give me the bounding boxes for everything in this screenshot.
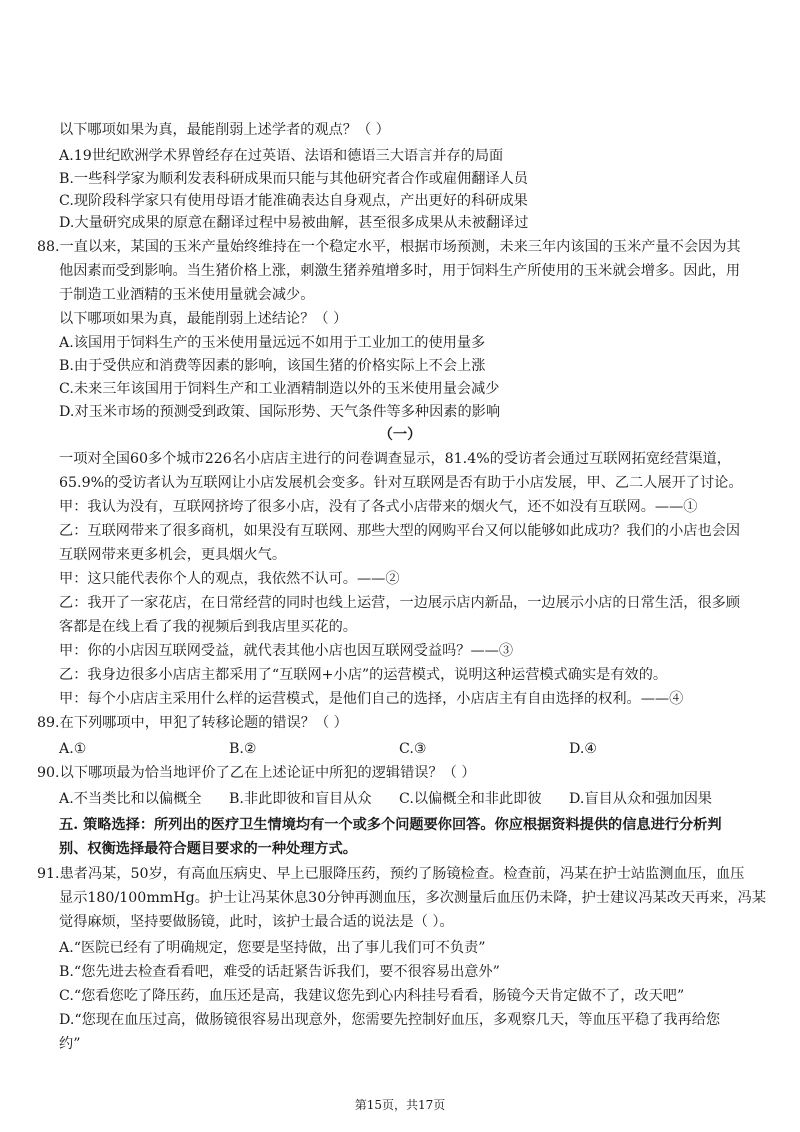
passage-line: 乙：我身边很多小店店主都采用了“互联网+小店”的运营模式，说明这种运营模式确实是有效的。 bbox=[59, 667, 668, 683]
passage-line: 甲：你的小店因互联网受益，就代表其他小店也因互联网受益吗？——③ bbox=[59, 643, 514, 659]
q87-option-c: C.现阶段科学家只有使用母语才能准确表达自身观点，产出更好的科研成果 bbox=[59, 193, 528, 209]
q90-option-a: A.不当类比和以偏概全 bbox=[59, 791, 202, 807]
q89-option-d: D.④ bbox=[569, 741, 598, 757]
q91-text-line: 91.患者冯某，50岁，有高血压病史、早上已服降压药，预约了肠镜检查。检查前，冯某在护士站监测血压，血压 bbox=[37, 866, 745, 882]
section5-heading: 五. 策略选择：所列出的医疗卫生情境均有一个或多个问题要你回答。你应根据资料提供的信息进行分析判 bbox=[59, 817, 722, 833]
q88-option-b: B.由于受供应和消费等因素的影响，该国生猪的价格实际上不会上涨 bbox=[59, 358, 486, 374]
passage-line: 一项对全国60多个城市226名小店店主进行的问卷调查显示，81.4%的受访者会通过互联网拓宽经营渠道， bbox=[59, 451, 731, 467]
q88-option-d: D.对玉米市场的预测受到政策、国际形势、天气条件等多种因素的影响 bbox=[59, 404, 501, 420]
passage-line: 甲：每个小店店主采用什么样的运营模式，是他们自己的选择，小店店主有自由选择的权利。——④ bbox=[59, 691, 684, 707]
q89-option-b: B.② bbox=[229, 741, 257, 757]
q87-option-d: D.大量研究成果的原意在翻译过程中易被曲解，甚至很多成果从未被翻译过 bbox=[59, 215, 529, 231]
q91-option-d-cont: 约” bbox=[59, 1036, 81, 1052]
passage-line: 客都是在线上看了我的视频后到我店里买花的。 bbox=[59, 619, 357, 635]
page-number: 第15页，共17页 bbox=[354, 1098, 446, 1112]
q91-stem: 觉得麻烦，坚持要做肠镜，此时，该护士最合适的说法是（ ）。 bbox=[59, 914, 454, 930]
q88-option-c: C.未来三年该国用于饲料生产和工业酒精制造以外的玉米使用量会减少 bbox=[59, 381, 500, 397]
q90-stem: 90.以下哪项最为恰当地评价了乙在上述论证中所犯的逻辑错误？（ ） bbox=[37, 765, 476, 781]
q87-option-a: A.19世纪欧洲学术界曾经存在过英语、法语和德语三大语言并存的局面 bbox=[59, 148, 504, 164]
q88-option-a: A.该国用于饲料生产的玉米使用量远远不如用于工业加工的使用量多 bbox=[59, 335, 486, 351]
q90-option-d: D.盲目从众和强加因果 bbox=[569, 791, 713, 807]
q89-stem: 89.在下列哪项中，甲犯了转移论题的错误？（ ） bbox=[37, 715, 348, 731]
q91-text-line: 显示180/100mmHg。护士让冯某休息30分钟再测血压，多次测量后血压仍未降，护士建议冯某改天再来，冯某 bbox=[59, 890, 767, 906]
q91-option-b: B.“您先进去检查看看吧，难受的话赶紧告诉我们，要不很容易出意外” bbox=[59, 964, 500, 980]
passage-line: 甲：我认为没有，互联网挤垮了很多小店，没有了各式小店带来的烟火气，还不如没有互联网。——① bbox=[59, 499, 698, 515]
passage-line: 65.9%的受访者认为互联网让小店发展机会变多。针对互联网是否有助于小店发展，甲、乙二人展开了讨论。 bbox=[59, 475, 743, 491]
q90-option-b: B.非此即彼和盲目从众 bbox=[229, 791, 372, 807]
q88-text-line: 他因素而受到影响。当生猪价格上涨，刺激生猪养殖增多时，用于饲料生产所使用的玉米就会增多。因此，用 bbox=[59, 263, 741, 279]
q87-option-b: B.一些科学家为顺利发表科研成果而只能与其他研究者合作或雇佣翻译人员 bbox=[59, 171, 528, 187]
q87-stem: 以下哪项如果为真，最能削弱上述学者的观点？（ ） bbox=[59, 122, 390, 138]
section-heading: （一） bbox=[378, 427, 422, 443]
q88-text-line: 88.一直以来，某国的玉米产量始终维持在一个稳定水平，根据市场预测，未来三年内该国的玉米产量不会因为其 bbox=[37, 239, 741, 255]
q88-text-line: 于制造工业酒精的玉米使用量就会减少。 bbox=[59, 287, 315, 303]
passage-line: 互联网带来更多机会，更具烟火气。 bbox=[59, 547, 287, 563]
q91-option-a: A.“医院已经有了明确规定，您要是坚持做，出了事儿我们可不负责” bbox=[59, 940, 486, 956]
passage-line: 甲：这只能代表你个人的观点，我依然不认可。——② bbox=[59, 571, 400, 587]
q88-stem: 以下哪项如果为真，最能削弱上述结论？（ ） bbox=[59, 311, 348, 327]
passage-line: 乙：互联网带来了很多商机，如果没有互联网、那些大型的网购平台又何以能够如此成功？我们的小店也会因 bbox=[59, 523, 741, 539]
q91-option-d: D.“您现在血压过高，做肠镜很容易出现意外，您需要先控制好血压，多观察几天，等血压平稳了我再给您 bbox=[59, 1012, 721, 1028]
q89-option-c: C.③ bbox=[399, 741, 427, 757]
q89-option-a: A.① bbox=[59, 741, 87, 757]
passage-line: 乙：我开了一家花店，在日常经营的同时也线上运营，一边展示店内新品，一边展示小店的日常生活，很多顾 bbox=[59, 595, 741, 611]
section5-heading-cont: 别、权衡选择最符合题目要求的一种处理方式。 bbox=[59, 841, 357, 857]
q91-option-c: C.“您看您吃了降压药，血压还是高，我建议您先到心内科挂号看看，肠镜今天肯定做不了，改天吧” bbox=[59, 988, 685, 1004]
q90-option-c: C.以偏概全和非此即彼 bbox=[399, 791, 542, 807]
